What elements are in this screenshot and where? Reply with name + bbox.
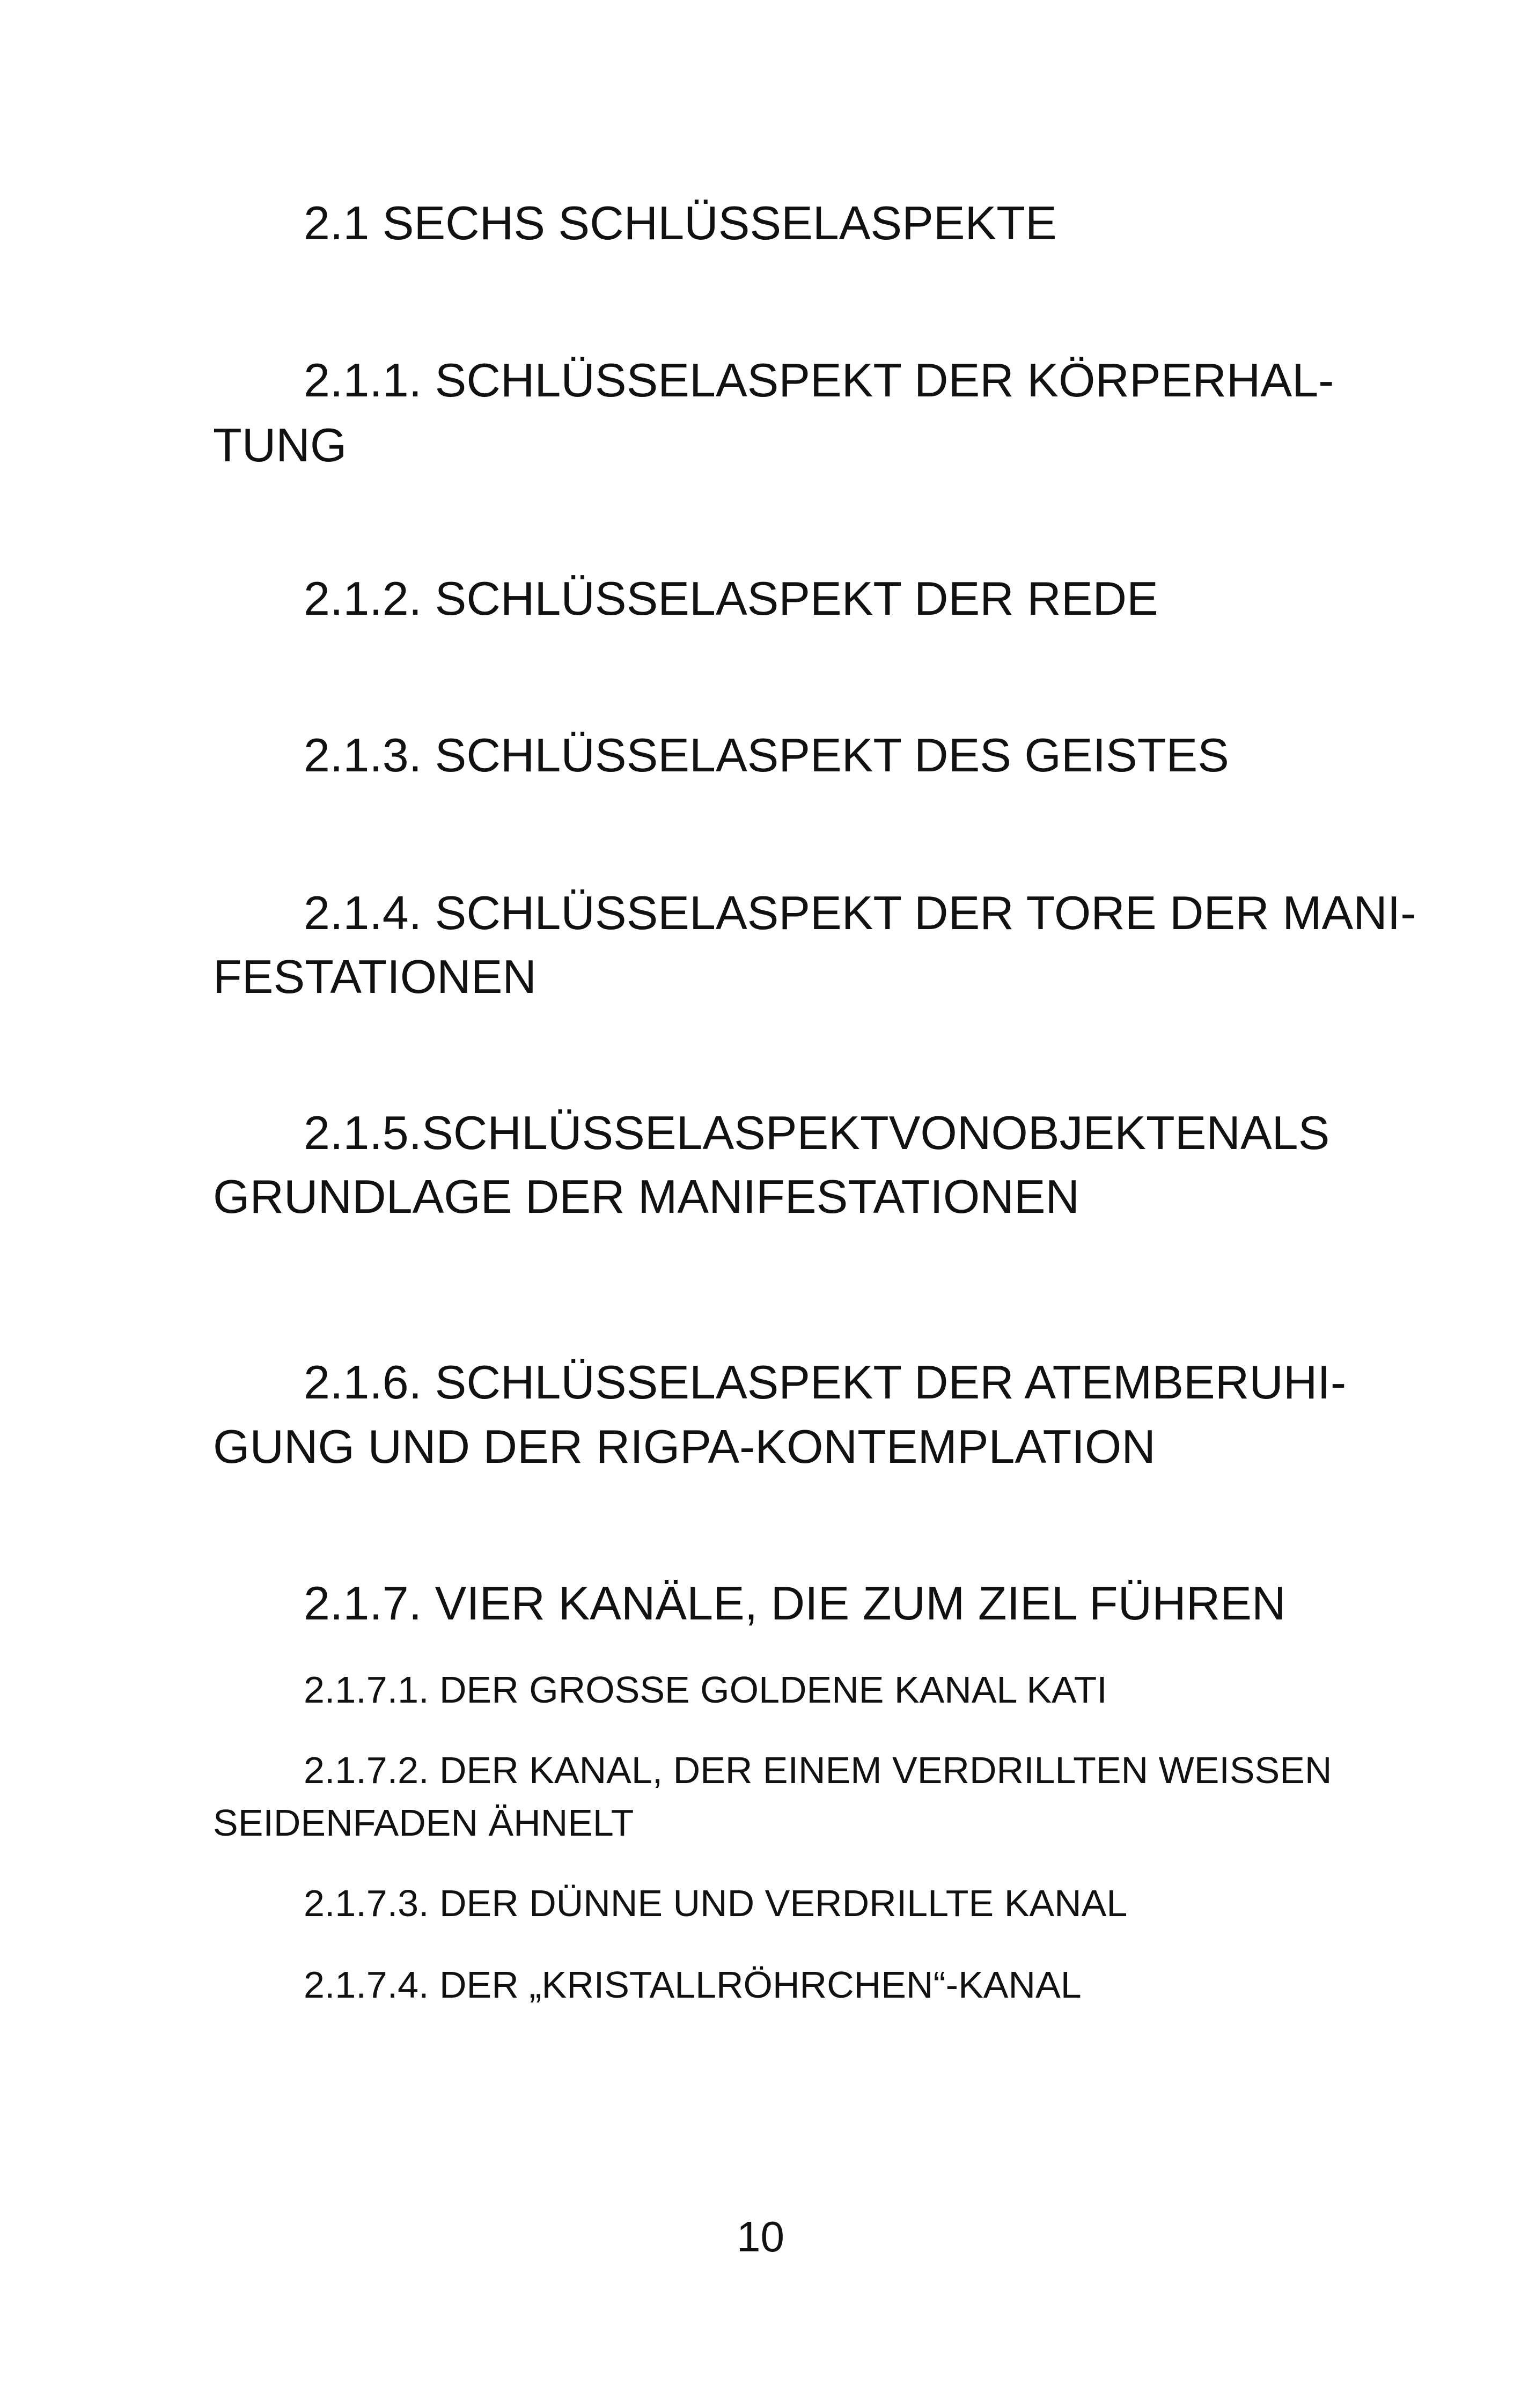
toc-entry-2-1-4-line2: FESTATIONEN [213, 950, 537, 1003]
toc-entry-2-1-6-line2: GUNG UND DER RIGPA-KONTEMPLATION [213, 1420, 1156, 1473]
word: OBJEKTEN [991, 1106, 1240, 1159]
toc-entry-2-1-7: 2.1.7. VIER KANÄLE, DIE ZUM ZIEL FÜHREN [304, 1577, 1286, 1630]
word: ALS [1240, 1106, 1330, 1159]
toc-entry-2-1-6-line1: 2.1.6. SCHLÜSSELASPEKT DER ATEMBERUHI- [304, 1356, 1347, 1409]
toc-entry-2-1-5-line1 [304, 1106, 1330, 1159]
toc-entry-2-1-1-line2: TUNG [213, 418, 347, 472]
toc-entry-2-1-5-line2: GRUNDLAGE DER MANIFESTATIONEN [213, 1170, 1080, 1223]
toc-entry-2-1-4-line1: 2.1.4. SCHLÜSSELASPEKT DER TORE DER MANI- [304, 886, 1416, 939]
toc-entry-2-1-1-line1: 2.1.1. SCHLÜSSELASPEKT DER KÖRPERHAL- [304, 354, 1334, 407]
toc-entry-2-1-7-3: 2.1.7.3. DER DÜNNE UND VERDRILLTE KANAL [304, 1882, 1128, 1924]
toc-entry-2-1-7-1: 2.1.7.1. DER GROSSE GOLDENE KANAL KATI [304, 1669, 1107, 1711]
toc-entry-2-1-7-2-line2: SEIDENFADEN ÄHNELT [213, 1802, 634, 1844]
toc-entry-2-1-7-4: 2.1.7.4. DER „KRISTALLRÖHRCHEN“-KANAL [304, 1964, 1082, 2006]
word: 2.1.5. [304, 1106, 422, 1159]
toc-entry-2-1-2: 2.1.2. SCHLÜSSELASPEKT DER REDE [304, 572, 1158, 625]
toc-entry-2-1-7-2-line1: 2.1.7.2. DER KANAL, DER EINEM VERDRILLTEN WEISSEN [304, 1749, 1332, 1791]
toc-entry-2-1-3: 2.1.3. SCHLÜSSELASPEKT DES GEISTES [304, 728, 1229, 782]
word: SCHLÜSSELASPEKT [422, 1106, 889, 1159]
toc-entry-2-1: 2.1 SECHS SCHLÜSSELASPEKTE [304, 196, 1057, 249]
word: VON [888, 1106, 991, 1159]
page-number: 10 [737, 2213, 784, 2260]
